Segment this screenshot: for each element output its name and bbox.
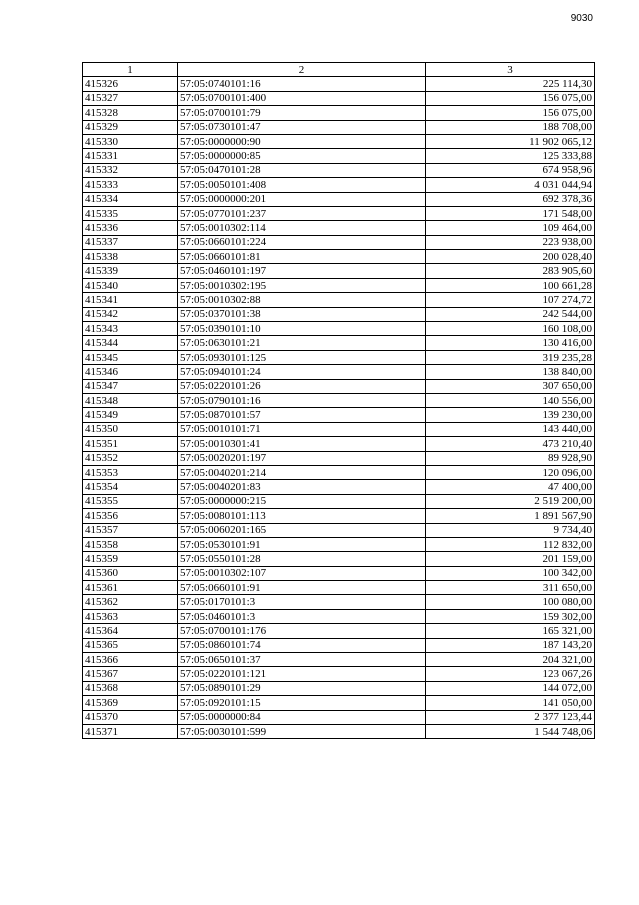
- row-id-cell: 415359: [83, 552, 178, 566]
- row-id-cell: 415331: [83, 149, 178, 163]
- cadastral-number-cell: 57:05:0630101:21: [178, 336, 426, 350]
- table-row: [83, 307, 595, 321]
- row-id-cell: 415358: [83, 537, 178, 551]
- row-id-cell: 415350: [83, 422, 178, 436]
- cadastral-number-cell: 57:05:0390101:10: [178, 322, 426, 336]
- row-id-cell: 415364: [83, 624, 178, 638]
- table-row: [83, 696, 595, 710]
- cadastral-number-cell: 57:05:0000000:85: [178, 149, 426, 163]
- amount-cell: 223 938,00: [426, 235, 595, 249]
- table-row: [83, 221, 595, 235]
- cadastral-number-cell: 57:05:0000000:201: [178, 192, 426, 206]
- row-id-cell: 415346: [83, 365, 178, 379]
- table-row: [83, 465, 595, 479]
- table-row: [83, 523, 595, 537]
- table-row: [83, 163, 595, 177]
- table-row: [83, 149, 595, 163]
- row-id-cell: 415368: [83, 681, 178, 695]
- row-id-cell: 415371: [83, 724, 178, 738]
- cadastral-number-cell: 57:05:0660101:91: [178, 581, 426, 595]
- table-row: [83, 710, 595, 724]
- row-id-cell: 415340: [83, 278, 178, 292]
- row-id-cell: 415366: [83, 653, 178, 667]
- amount-cell: 159 302,00: [426, 609, 595, 623]
- amount-cell: 242 544,00: [426, 307, 595, 321]
- cadastral-number-cell: 57:05:0170101:3: [178, 595, 426, 609]
- column-header-2: 2: [178, 63, 426, 77]
- amount-cell: 1 544 748,06: [426, 724, 595, 738]
- table-row: [83, 393, 595, 407]
- amount-cell: 141 050,00: [426, 696, 595, 710]
- row-id-cell: 415332: [83, 163, 178, 177]
- amount-cell: 100 080,00: [426, 595, 595, 609]
- amount-cell: 89 928,90: [426, 451, 595, 465]
- amount-cell: 125 333,88: [426, 149, 595, 163]
- amount-cell: 144 072,00: [426, 681, 595, 695]
- cadastral-number-cell: 57:05:0550101:28: [178, 552, 426, 566]
- amount-cell: 130 416,00: [426, 336, 595, 350]
- table-row: [83, 724, 595, 738]
- table-row: [83, 293, 595, 307]
- row-id-cell: 415327: [83, 91, 178, 105]
- row-id-cell: 415355: [83, 494, 178, 508]
- row-id-cell: 415369: [83, 696, 178, 710]
- row-id-cell: 415329: [83, 120, 178, 134]
- amount-cell: 204 321,00: [426, 653, 595, 667]
- page-number: 9030: [570, 13, 593, 24]
- amount-cell: 143 440,00: [426, 422, 595, 436]
- amount-cell: 307 650,00: [426, 379, 595, 393]
- column-header-1: 1: [83, 63, 178, 77]
- table-row: [83, 134, 595, 148]
- cadastral-number-cell: 57:05:0000000:84: [178, 710, 426, 724]
- cadastral-number-cell: 57:05:0530101:91: [178, 537, 426, 551]
- table-row: [83, 609, 595, 623]
- table-row: [83, 77, 595, 91]
- amount-cell: 138 840,00: [426, 365, 595, 379]
- amount-cell: 311 650,00: [426, 581, 595, 595]
- cadastral-number-cell: 57:05:0040201:214: [178, 465, 426, 479]
- table-row: [83, 480, 595, 494]
- data-table: [82, 62, 595, 739]
- row-id-cell: 415337: [83, 235, 178, 249]
- table-row: [83, 278, 595, 292]
- amount-cell: 109 464,00: [426, 221, 595, 235]
- cadastral-number-cell: 57:05:0010302:114: [178, 221, 426, 235]
- cadastral-number-cell: 57:05:0080101:113: [178, 509, 426, 523]
- row-id-cell: 415326: [83, 77, 178, 91]
- table-row: [83, 250, 595, 264]
- cadastral-number-cell: 57:05:0020201:197: [178, 451, 426, 465]
- table-row: [83, 638, 595, 652]
- row-id-cell: 415370: [83, 710, 178, 724]
- table-header-row: [83, 63, 595, 77]
- table-row: [83, 537, 595, 551]
- cadastral-number-cell: 57:05:0460101:3: [178, 609, 426, 623]
- amount-cell: 140 556,00: [426, 393, 595, 407]
- row-id-cell: 415348: [83, 393, 178, 407]
- row-id-cell: 415351: [83, 437, 178, 451]
- table-row: [83, 350, 595, 364]
- cadastral-number-cell: 57:05:0010302:88: [178, 293, 426, 307]
- cadastral-number-cell: 57:05:0000000:215: [178, 494, 426, 508]
- table-row: [83, 408, 595, 422]
- cadastral-number-cell: 57:05:0010101:71: [178, 422, 426, 436]
- cadastral-number-cell: 57:05:0700101:79: [178, 106, 426, 120]
- cadastral-number-cell: 57:05:0920101:15: [178, 696, 426, 710]
- row-id-cell: 415363: [83, 609, 178, 623]
- row-id-cell: 415362: [83, 595, 178, 609]
- row-id-cell: 415333: [83, 178, 178, 192]
- cadastral-number-cell: 57:05:0470101:28: [178, 163, 426, 177]
- table-row: [83, 494, 595, 508]
- row-id-cell: 415336: [83, 221, 178, 235]
- cadastral-number-cell: 57:05:0770101:237: [178, 206, 426, 220]
- row-id-cell: 415349: [83, 408, 178, 422]
- cadastral-number-cell: 57:05:0700101:400: [178, 91, 426, 105]
- row-id-cell: 415335: [83, 206, 178, 220]
- amount-cell: 9 734,40: [426, 523, 595, 537]
- amount-cell: 139 230,00: [426, 408, 595, 422]
- cadastral-number-cell: 57:05:0000000:90: [178, 134, 426, 148]
- table-row: [83, 624, 595, 638]
- amount-cell: 692 378,36: [426, 192, 595, 206]
- amount-cell: 2 519 200,00: [426, 494, 595, 508]
- amount-cell: 156 075,00: [426, 91, 595, 105]
- amount-cell: 200 028,40: [426, 250, 595, 264]
- amount-cell: 120 096,00: [426, 465, 595, 479]
- row-id-cell: 415357: [83, 523, 178, 537]
- cadastral-number-cell: 57:05:0030101:599: [178, 724, 426, 738]
- amount-cell: 283 905,60: [426, 264, 595, 278]
- table-row: [83, 566, 595, 580]
- cadastral-number-cell: 57:05:0220101:121: [178, 667, 426, 681]
- table-row: [83, 681, 595, 695]
- row-id-cell: 415342: [83, 307, 178, 321]
- table-row: [83, 552, 595, 566]
- table-row: [83, 379, 595, 393]
- row-id-cell: 415352: [83, 451, 178, 465]
- cadastral-number-cell: 57:05:0860101:74: [178, 638, 426, 652]
- table-row: [83, 264, 595, 278]
- table-row: [83, 120, 595, 134]
- row-id-cell: 415338: [83, 250, 178, 264]
- table-row: [83, 322, 595, 336]
- cadastral-number-cell: 57:05:0940101:24: [178, 365, 426, 379]
- amount-cell: 100 661,28: [426, 278, 595, 292]
- amount-cell: 473 210,40: [426, 437, 595, 451]
- cadastral-number-cell: 57:05:0650101:37: [178, 653, 426, 667]
- cadastral-number-cell: 57:05:0890101:29: [178, 681, 426, 695]
- column-header-3: 3: [426, 63, 595, 77]
- table-row: [83, 667, 595, 681]
- amount-cell: 2 377 123,44: [426, 710, 595, 724]
- row-id-cell: 415343: [83, 322, 178, 336]
- amount-cell: 11 902 065,12: [426, 134, 595, 148]
- table-row: [83, 336, 595, 350]
- cadastral-number-cell: 57:05:0220101:26: [178, 379, 426, 393]
- amount-cell: 156 075,00: [426, 106, 595, 120]
- row-id-cell: 415328: [83, 106, 178, 120]
- table-row: [83, 653, 595, 667]
- amount-cell: 123 067,26: [426, 667, 595, 681]
- cadastral-number-cell: 57:05:0060201:165: [178, 523, 426, 537]
- row-id-cell: 415345: [83, 350, 178, 364]
- row-id-cell: 415361: [83, 581, 178, 595]
- row-id-cell: 415354: [83, 480, 178, 494]
- amount-cell: 319 235,28: [426, 350, 595, 364]
- table-body: [83, 77, 595, 739]
- row-id-cell: 415339: [83, 264, 178, 278]
- amount-cell: 187 143,20: [426, 638, 595, 652]
- amount-cell: 100 342,00: [426, 566, 595, 580]
- table-row: [83, 451, 595, 465]
- amount-cell: 165 321,00: [426, 624, 595, 638]
- row-id-cell: 415334: [83, 192, 178, 206]
- amount-cell: 112 832,00: [426, 537, 595, 551]
- cadastral-number-cell: 57:05:0700101:176: [178, 624, 426, 638]
- table-row: [83, 581, 595, 595]
- amount-cell: 188 708,00: [426, 120, 595, 134]
- table-row: [83, 509, 595, 523]
- cadastral-number-cell: 57:05:0460101:197: [178, 264, 426, 278]
- row-id-cell: 415360: [83, 566, 178, 580]
- table-row: [83, 422, 595, 436]
- amount-cell: 674 958,96: [426, 163, 595, 177]
- row-id-cell: 415365: [83, 638, 178, 652]
- amount-cell: 160 108,00: [426, 322, 595, 336]
- table-row: [83, 178, 595, 192]
- table-row: [83, 206, 595, 220]
- cadastral-number-cell: 57:05:0790101:16: [178, 393, 426, 407]
- cadastral-number-cell: 57:05:0010301:41: [178, 437, 426, 451]
- amount-cell: 1 891 567,90: [426, 509, 595, 523]
- cadastral-number-cell: 57:05:0870101:57: [178, 408, 426, 422]
- cadastral-number-cell: 57:05:0730101:47: [178, 120, 426, 134]
- table-row: [83, 595, 595, 609]
- cadastral-number-cell: 57:05:0050101:408: [178, 178, 426, 192]
- cadastral-number-cell: 57:05:0370101:38: [178, 307, 426, 321]
- row-id-cell: 415356: [83, 509, 178, 523]
- cadastral-number-cell: 57:05:0660101:81: [178, 250, 426, 264]
- table-row: [83, 91, 595, 105]
- table-row: [83, 235, 595, 249]
- cadastral-number-cell: 57:05:0010302:195: [178, 278, 426, 292]
- row-id-cell: 415353: [83, 465, 178, 479]
- amount-cell: 107 274,72: [426, 293, 595, 307]
- cadastral-number-cell: 57:05:0010302:107: [178, 566, 426, 580]
- table-row: [83, 192, 595, 206]
- row-id-cell: 415341: [83, 293, 178, 307]
- table-row: [83, 437, 595, 451]
- cadastral-number-cell: 57:05:0040201:83: [178, 480, 426, 494]
- amount-cell: 171 548,00: [426, 206, 595, 220]
- amount-cell: 4 031 044,94: [426, 178, 595, 192]
- amount-cell: 47 400,00: [426, 480, 595, 494]
- amount-cell: 201 159,00: [426, 552, 595, 566]
- row-id-cell: 415330: [83, 134, 178, 148]
- cadastral-number-cell: 57:05:0660101:224: [178, 235, 426, 249]
- amount-cell: 225 114,30: [426, 77, 595, 91]
- cadastral-number-cell: 57:05:0740101:16: [178, 77, 426, 91]
- cadastral-number-cell: 57:05:0930101:125: [178, 350, 426, 364]
- table-row: [83, 365, 595, 379]
- row-id-cell: 415367: [83, 667, 178, 681]
- table-row: [83, 106, 595, 120]
- row-id-cell: 415347: [83, 379, 178, 393]
- row-id-cell: 415344: [83, 336, 178, 350]
